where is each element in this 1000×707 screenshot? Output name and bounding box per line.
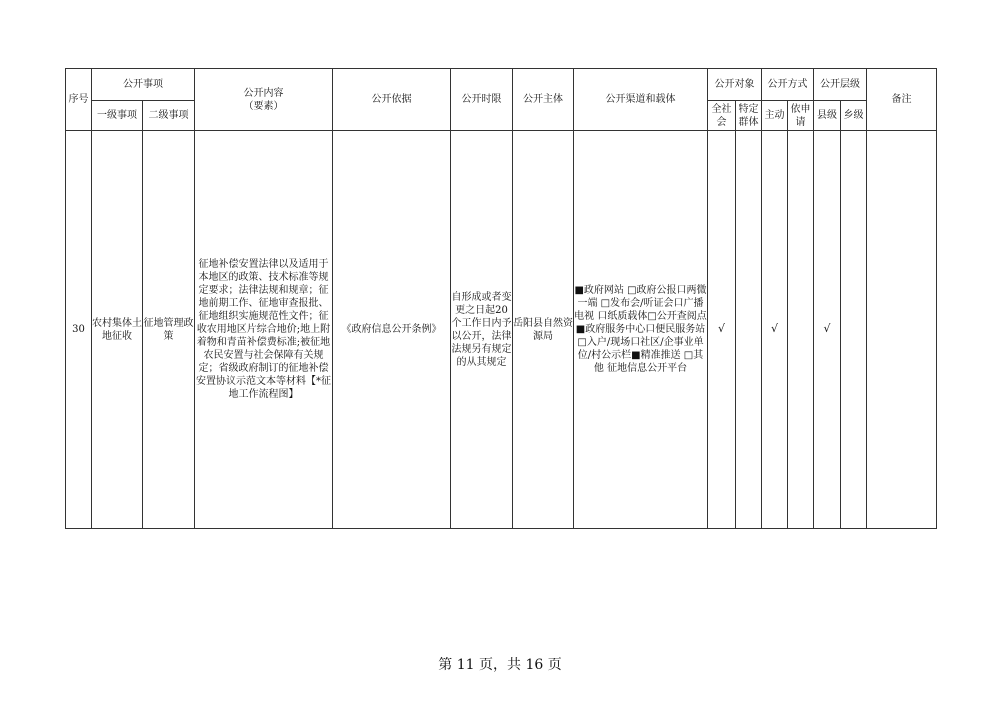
level-town-header: 乡级: [841, 101, 867, 131]
level-county-header: 县级: [814, 101, 841, 131]
object-group-header: 公开对象: [708, 69, 762, 101]
row-obj-all-check: √: [708, 131, 736, 529]
disclosure-table: [65, 68, 937, 529]
obj-specific-header: 特定群体: [736, 101, 762, 131]
row-level-town-check: [841, 131, 867, 529]
header-row-1: [66, 69, 937, 101]
row-basis: 《政府信息公开条例》: [333, 131, 451, 529]
content-header-line1: 公开内容: [243, 87, 284, 99]
item-group-header: 公开事项: [92, 69, 195, 101]
obj-all-header: 全社会: [708, 101, 736, 131]
seq-header: 序号: [66, 69, 92, 131]
row-level-county-check: √: [814, 131, 841, 529]
method-request-header: 依申请: [788, 101, 814, 131]
level-group-header: 公开层级: [814, 69, 867, 101]
row-method-active-check: √: [762, 131, 788, 529]
row-subject: 岳阳县自然资源局: [513, 131, 574, 529]
row-remark: [867, 131, 937, 529]
subject-header: 公开主体: [513, 69, 574, 131]
lvl1-header: 一级事项: [92, 101, 143, 131]
method-group-header: 公开方式: [762, 69, 814, 101]
row-method-request-check: [788, 131, 814, 529]
method-active-header: 主动: [762, 101, 788, 131]
content-header-line2: （要素）: [243, 100, 284, 112]
row-seq: 30: [66, 131, 92, 529]
page-footer: 第 11 页，共 16 页: [438, 657, 562, 673]
time-limit-header: 公开时限: [451, 69, 513, 131]
remark-header: 备注: [867, 69, 937, 131]
channel-header: 公开渠道和载体: [574, 69, 708, 131]
row-time-limit: 自形成或者变更之日起20个工作日内予以公开，法律法规另有规定的从其规定: [451, 131, 513, 529]
content-header: [195, 69, 333, 131]
row-obj-specific-check: [736, 131, 762, 529]
lvl2-header: 二级事项: [143, 101, 195, 131]
row-channel: ■政府网站 □政府公报口两微一端 □发布会/听证会口广播电视 口纸质载体□公开查阅点 ■政府服务中心口便民服务站 □入户/现场口社区/企事业单位/村公示栏■精准推送 □其他 征地信息公开平台: [574, 131, 708, 529]
row-lvl2: 征地管理政策: [143, 131, 195, 529]
table-row: [66, 131, 937, 529]
basis-header: 公开依据: [333, 69, 451, 131]
row-lvl1: 农村集体土地征收: [92, 131, 143, 529]
row-content: 征地补偿安置法律以及适用于本地区的政策、技术标准等规定要求；法律法规和规章；征地前期工作、征地审查报批、征地组织实施规范性文件；征收农用地区片综合地价;地上附着物和青苗补偿费标准;被征地农民安置与社会保障有关规定；省级政府制订的征地补偿安置协议示范文本等材料【*征地工作流程图】: [195, 131, 333, 529]
